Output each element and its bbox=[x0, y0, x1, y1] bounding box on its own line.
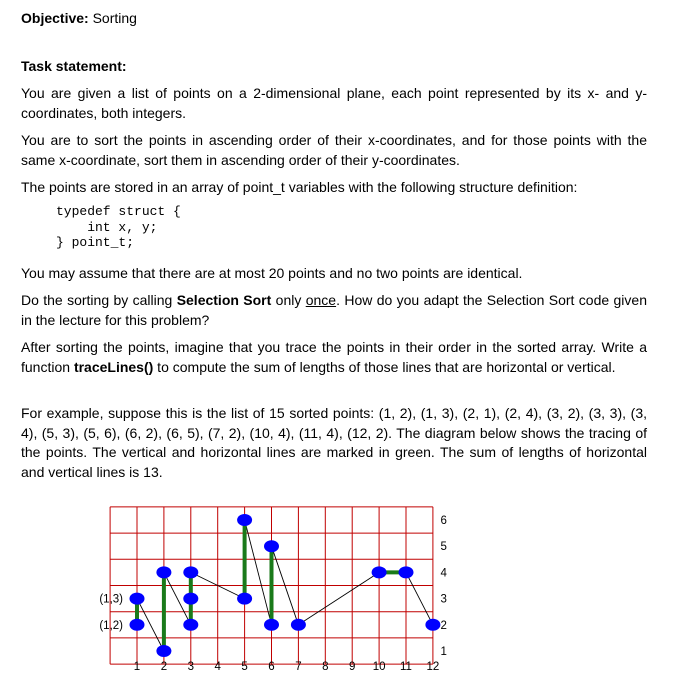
point-coordinate-label: (1,2) bbox=[99, 619, 123, 632]
paragraph-example: For example, suppose this is the list of 15 sorted points: (1, 2), (1, 3), (2, 1), (2, 4), (3, 2), (3, 3), (3, 4), (5, 3), (5, 6), (6, 2), (6, 5), (7, 2), (10, 4), (11, 4), (12, 2). The diagram below shows the tracing of the points. The vertical and horizontal lines are marked in green. The sum of lengths of horizontal and vertical lines is 13. bbox=[21, 405, 647, 480]
y-tick-label: 4 bbox=[440, 567, 447, 580]
paragraph-trace-lines: After sorting the points, imagine that you trace the points in their order in the sorted array. Write a function traceLines() to compute the sum of lengths of those lines that are horizontal or vertical. bbox=[21, 339, 647, 375]
point-marker bbox=[291, 619, 306, 631]
trace-segment bbox=[245, 520, 272, 625]
x-tick-label: 2 bbox=[160, 661, 168, 673]
point-marker bbox=[156, 566, 171, 578]
paragraph-selection-sort: Do the sorting by calling Selection Sort only once. How do you adapt the Selection Sort code given in the lecture for this problem? bbox=[21, 292, 647, 328]
x-tick-label: 12 bbox=[426, 661, 440, 673]
point-marker bbox=[183, 566, 198, 578]
y-tick-label: 5 bbox=[440, 541, 447, 554]
x-tick-label: 7 bbox=[295, 661, 302, 673]
x-tick-label: 8 bbox=[322, 661, 329, 673]
y-tick-label: 3 bbox=[440, 593, 447, 606]
x-tick-label: 11 bbox=[400, 661, 412, 673]
paragraph-points-description: You are given a list of points on a 2-dimensional plane, each point represented by its x- and y-coordinates, both integers. bbox=[21, 85, 647, 121]
y-tick-label: 1 bbox=[440, 646, 447, 658]
point-marker bbox=[264, 540, 279, 552]
y-tick-label: 2 bbox=[440, 619, 447, 632]
once-emphasis: once bbox=[305, 292, 337, 308]
point-coordinate-label: (1,3) bbox=[99, 593, 123, 606]
x-tick-label: 10 bbox=[372, 661, 386, 673]
code-block-struct: typedef struct { int x, y; } point_t; bbox=[56, 204, 181, 250]
point-marker bbox=[183, 593, 198, 605]
point-marker bbox=[399, 566, 414, 578]
objective-value: Sorting bbox=[88, 10, 137, 26]
point-marker bbox=[425, 619, 440, 631]
paragraph-sort-rule: You are to sort the points in ascending order of their x-coordinates, and for those points with the same x-coordinate, sort them in ascending order of their y-coordinates. bbox=[21, 132, 647, 168]
point-marker bbox=[372, 566, 387, 578]
point-marker bbox=[130, 593, 145, 605]
point-marker bbox=[156, 645, 171, 657]
point-marker bbox=[264, 619, 279, 631]
trace-diagram bbox=[0, 500, 675, 697]
objective-line bbox=[21, 9, 647, 29]
y-tick-label: 6 bbox=[440, 515, 447, 527]
point-marker bbox=[183, 619, 198, 631]
x-tick-label: 6 bbox=[268, 661, 275, 673]
paragraph-assumption: You may assume that there are at most 20 points and no two points are identical. bbox=[21, 265, 523, 281]
selection-sort-term: Selection Sort bbox=[176, 292, 272, 308]
point-marker bbox=[130, 619, 145, 631]
task-heading: Task statement: bbox=[21, 58, 127, 74]
x-tick-label: 1 bbox=[133, 661, 141, 673]
trace-segment bbox=[298, 572, 379, 624]
paragraph-struct-intro: The points are stored in an array of point_t variables with the following structure definition: bbox=[21, 179, 578, 195]
trace-segment bbox=[406, 572, 433, 624]
trace-lines-function: traceLines() bbox=[73, 358, 154, 375]
x-tick-label: 9 bbox=[348, 661, 356, 673]
x-tick-label: 5 bbox=[241, 661, 248, 673]
point-marker bbox=[237, 514, 252, 526]
objective-label: Objective: bbox=[21, 10, 89, 26]
point-marker bbox=[237, 593, 252, 605]
x-tick-label: 4 bbox=[214, 661, 221, 673]
x-tick-label: 3 bbox=[187, 661, 195, 673]
